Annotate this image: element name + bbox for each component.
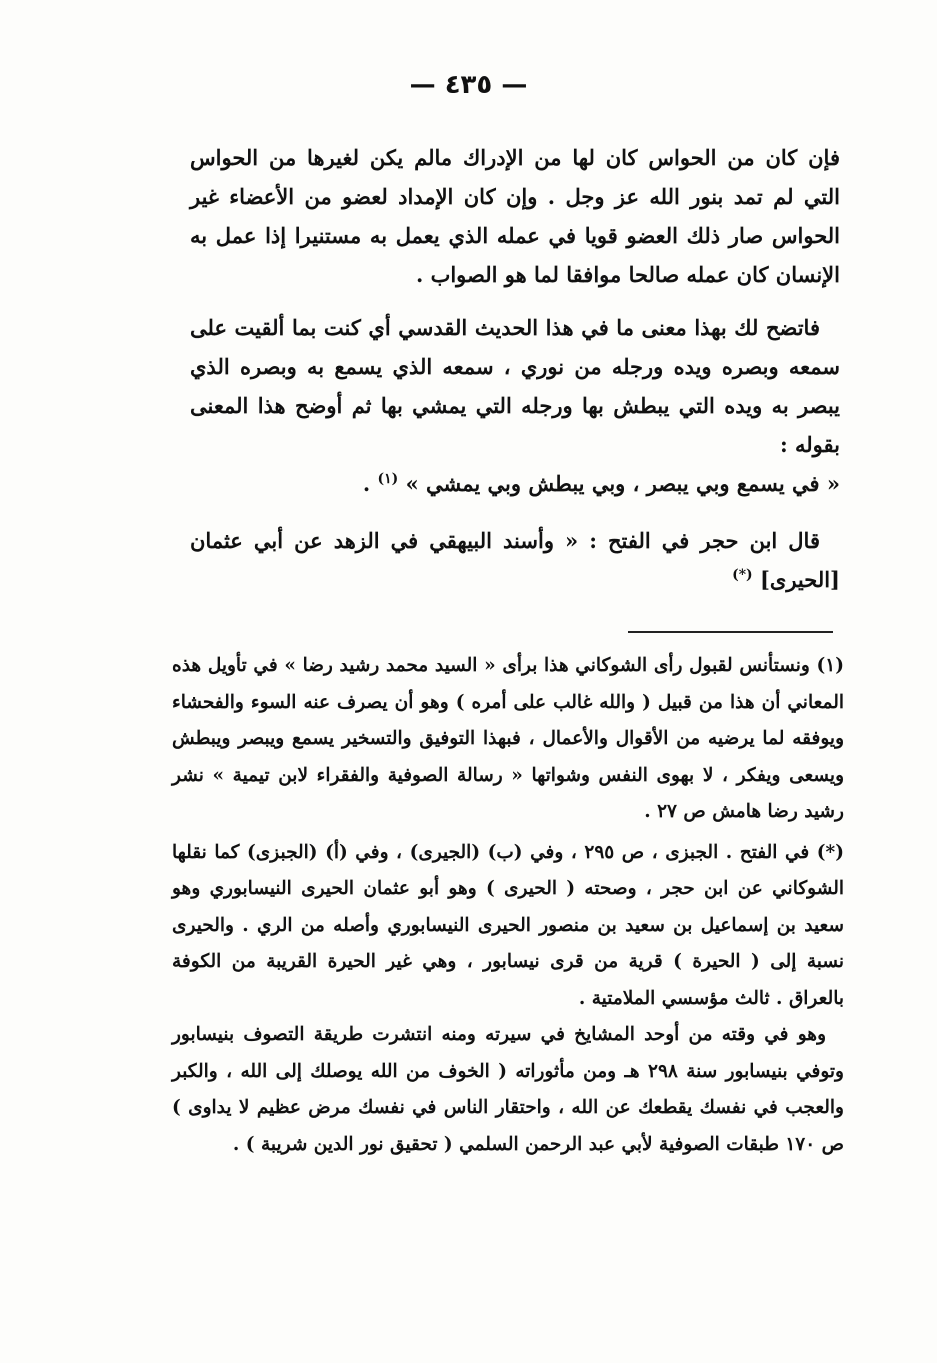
- hadith-quote-text: « في يسمع وبي يبصر ، وبي يبطش وبي يمشي »: [405, 471, 840, 496]
- paragraph-2: فاتضح لك بهذا معنى ما في هذا الحديث القدسي أي كنت بما ألقيت على سمعه وبصره ويده ورجله من نوري ، سمعه الذي يسمع به وبصره الذي يبصر به ويده التي يبطش بها ورجله التي يمشي بها ثم أوضح هذا المعنى بقوله :: [190, 315, 840, 457]
- footnote-star-continued: وهو في وقته من أوحد المشايخ في سيرته ومنه انتشرت طريقة التصوف بنيسابور وتوفي بنيسابور سنة ٢٩٨ هـ ومن مأثوراته ( الخوف من الله يوصلك إلى الله ، والكبر والعجب في نفسك يقطعك عن الله ، واحتقار الناس في نفسك مرض عظيم لا يداوى ) ص ١٧٠ طبقات الصوفية لأبي عبد الرحمن السلمي ( تحقيق نور الدين شريبة ) .: [172, 1024, 844, 1155]
- footnote-star: (*) في الفتح . الجبزى ، ص ٢٩٥ ، وفي (ب) (الجيرى) ، وفي (أ) (الجبزى) كما نقلها الشوكاني عن ابن حجر ، وصحته ( الحيرى ) وهو أبو عثمان الحيرى النيسابوري وهو سعيد بن إسماعيل بن سعيد بن منصور الحيرى النيسابوري وأصله من الري . والحيرى نسبة إلى ( الحيرة ) قرية من قرى نيسابور ، وهي غير الحيرة القريبة من الكوفة بالعراق . ثالث مؤسسي الملامتية .: [172, 841, 844, 1009]
- hadith-quote: « في يسمع وبي يبصر ، وبي يبطش وبي يمشي » $^{(١)}$ .: [362, 471, 840, 496]
- footnote-1: (١) ونستأنس لقبول رأى الشوكاني هذا برأى « السيد محمد رشيد رضا » في تأويل هذه المعاني أن هذا من قبيل ( والله غالب على أمره ) وهو أن يصرف عنه السوء والفحشاء ويوفقه لما يرضيه من الأقوال والأعمال ، فبهذا التوفيق والتسخير يسمع ويبصر ويبطش ويسعى ويفكر ، لا بهوى النفس وشواتها « رسالة الصوفية والفقراء لابن تيمية » نشر رشيد رضا هامش ص ٢٧ .: [172, 655, 844, 822]
- page-number: — ٤٣٥ —: [409, 70, 528, 100]
- footnote-ref-star: (*): [732, 567, 753, 583]
- footnote-ref-1: (١): [377, 471, 399, 487]
- main-text: [190, 138, 840, 599]
- footnote-divider: [628, 631, 833, 633]
- footnotes: [172, 648, 844, 1163]
- paragraph-1: فإن كان من الحواس كان لها من الإدراك مالم يكن لغيرها من الحواس التي لم تمد بنور الله عز وجل . وإن كان الإمداد لعضو من الأعضاء غير الحواس صار ذلك العضو قويا في عمله الذي يعمل به مستنيرا إذا عمل به الإنسان كان عمله صالحا موافقا لما هو الصواب .: [190, 145, 840, 287]
- attribution-text: قال ابن حجر في الفتح : « وأسند البيهقي في الزهد عن أبي عثمان [الحيرى]: [190, 528, 840, 592]
- attribution: [190, 521, 840, 599]
